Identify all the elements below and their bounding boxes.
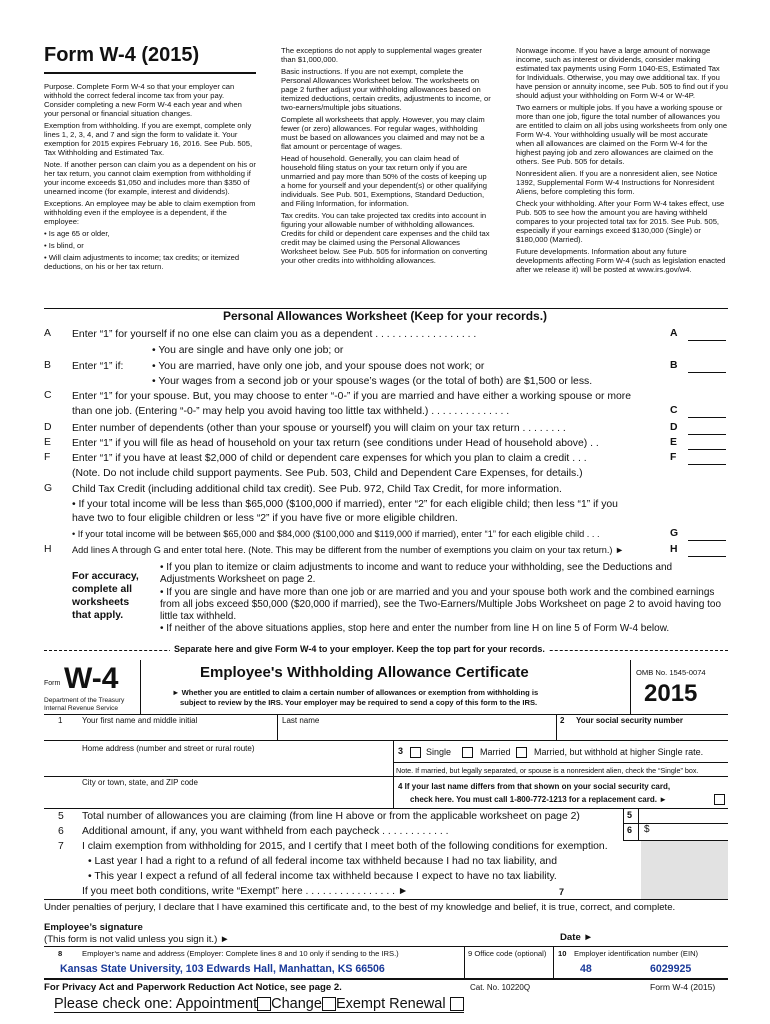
date-label: Date ► xyxy=(560,932,593,943)
line-b-option1: • You are single and have only one job; or xyxy=(152,345,344,356)
home-address-field[interactable] xyxy=(80,756,390,770)
ein-prefix[interactable]: 48 xyxy=(580,963,592,975)
tax-credits-text: Tax credits. You can take projected tax credits into account in figuring your allowable number of withholding allowances. Credits for child or dependent care expenses and the child tax credit may be claimed using the Personal Allowances Worksheet below. See Pub. 505 for information on converting your other credits into withholding allowances. xyxy=(281,211,490,265)
cert-rule-7 xyxy=(44,946,728,947)
future-developments-text: Future developments. Information about any future developments affecting Form W-4 (such as legislation enacted after we release it) will be posted at www.irs.gov/w4. xyxy=(516,247,726,274)
exempt-field[interactable] xyxy=(570,886,640,898)
city-label: City or town, state, and ZIP code xyxy=(82,778,198,787)
line-h-right-letter: H xyxy=(670,544,678,555)
two-earners-text: Two earners or multiple jobs. If you have a working spouse or more than one job, figure the total number of allowances you are entitled to claim on all jobs using worksheets from only one Form W-4. Your withholding usually will be most accurate when all allowances are claimed on the Form W-4 for the highest paying job and zero allowances are claimed on the others. See Pub. 505 for details. xyxy=(516,103,728,166)
line-a-letter: A xyxy=(44,328,51,339)
single-label: Single xyxy=(426,747,452,757)
form-word: Form xyxy=(44,680,61,687)
line-a-right-letter: A xyxy=(670,328,678,339)
line-e-right-letter: E xyxy=(670,437,677,448)
office-divider xyxy=(464,946,465,978)
line5-box-num: 5 xyxy=(627,810,633,820)
office-code-label: 9 Office code (optional) xyxy=(468,949,547,958)
line1-num: 1 xyxy=(58,716,63,725)
line-f-text1: Enter “1” if you have at least $2,000 of child or dependent care expenses for which you plan to claim a credit . . . xyxy=(72,453,587,464)
line-b-letter: B xyxy=(44,360,51,371)
ssn-field[interactable] xyxy=(560,726,726,738)
line-d-entry[interactable] xyxy=(688,422,726,435)
nonwage-text: Nonwage income. If you have a large amount of nonwage income, such as interest or dividends, consider making estimated tax payments using Form 1040-ES, Estimated Tax for Individuals. Otherwise, you may owe additional tax. If you have pension or annuity income, see Pub. 505 to find out if you should adjust your withholding on Form W-4 or W-4P. xyxy=(516,46,728,100)
accuracy-bullet3: • If neither of the above situations applies, stop here and enter the number from line H on line 5 of Form W-4 below. xyxy=(160,623,670,634)
complete-worksheets-text: Complete all worksheets that apply. However, you may claim fewer (or zero) allowances. For regular wages, withholding must be based on allowances you claimed and may not be a flat amount or percentage of wages. xyxy=(281,115,485,151)
line-c-letter: C xyxy=(44,390,52,401)
line-f-right-letter: F xyxy=(670,452,677,463)
note-text: Note. If another person can claim you as a dependent on his or her tax return, you cannot claim exemption from withholding if your income exceeds $1,050 and includes more than $350 of unearned income (for example, interest and dividends). xyxy=(44,160,256,196)
line7-text1: I claim exemption from withholding for 2015, and I certify that I meet both of the following conditions for exemption. xyxy=(82,841,608,852)
header-divider-right xyxy=(630,660,631,714)
irs-label: Internal Revenue Service xyxy=(44,705,119,712)
check-withholding-text: Check your withholding. After your Form W-4 takes effect, use Pub. 505 to see how the amount you are having withheld compares to your projected total tax for 2015. See Pub. 505, especially if your earnings exceed $130,000 (Single) or $180,000 (Married). xyxy=(516,199,725,244)
line-f-text2: (Note. Do not include child support payments. See Pub. 503, Child and Dependent Care Expenses, for details.) xyxy=(72,468,583,479)
line-g-text2: • If your total income will be less than $65,000 ($100,000 if married), enter “2” for each eligible child; then less “1” if you xyxy=(72,499,618,510)
separator-text: Separate here and give Form W-4 to your employer. Keep the top part for your records. xyxy=(170,644,549,654)
name-differs-checkbox[interactable] xyxy=(714,794,725,805)
additional-amount-field[interactable] xyxy=(652,824,726,838)
nonresident-text: Nonresident alien. If you are a nonresident alien, see Notice 1392, Supplemental Form W-4 Instructions for Nonresident Aliens, before completing this form. xyxy=(516,169,718,196)
cert-rule-6 xyxy=(44,899,728,900)
supplemental-text: The exceptions do not apply to supplemental wages greater than $1,000,000. xyxy=(281,46,482,64)
line-g-text3: have two to four eligible children or less “2” if you have five or more eligible children. xyxy=(72,513,458,524)
line-g-letter: G xyxy=(44,483,53,494)
ein-divider xyxy=(553,946,554,978)
omb-number: OMB No. 1545-0074 xyxy=(636,668,706,677)
overlay-check-text xyxy=(54,996,464,1013)
dept-treasury: Department of the Treasury xyxy=(44,697,125,704)
line-b-text: Enter “1” if: xyxy=(72,361,124,372)
line-d-right-letter: D xyxy=(670,422,678,433)
line-b-right-letter: B xyxy=(670,360,678,371)
amount-rule xyxy=(623,823,728,824)
signature-label: Employee’s signature xyxy=(44,922,143,933)
line-b-option2: • You are married, have only one job, and your spouse does not work; or xyxy=(152,361,485,372)
line7-box-num: 7 xyxy=(559,887,565,897)
line-g-right-letter: G xyxy=(670,528,679,539)
line10-num: 10 xyxy=(558,949,567,958)
line5-num: 5 xyxy=(58,811,64,822)
appointment-checkbox[interactable] xyxy=(257,997,271,1011)
line-h-text: Add lines A through G and enter total here. (Note. This may be different from the number of exemptions you claim on your tax return.) ► xyxy=(72,545,625,555)
line-g-entry[interactable] xyxy=(688,528,726,541)
line-e-entry[interactable] xyxy=(688,437,726,450)
certificate-subtitle2: subject to review by the IRS. Your employer may be required to send a copy of this form to the IRS. xyxy=(180,698,538,707)
line-b-entry[interactable] xyxy=(688,360,726,373)
line-c-entry[interactable] xyxy=(688,405,726,418)
line-h-entry[interactable] xyxy=(688,544,726,557)
city-field[interactable] xyxy=(80,790,390,804)
form-name: W-4 xyxy=(64,662,119,695)
certificate-subtitle1: ► Whether you are entitled to claim a certain number of allowances or exemption from withholding is xyxy=(172,688,539,697)
line3-num: 3 xyxy=(398,746,404,756)
first-name-label: Your first name and middle initial xyxy=(82,716,198,725)
home-address-label: Home address (number and street or rural route) xyxy=(82,744,255,753)
line4-text2: check here. You must call 1-800-772-1213 for a replacement card. ► xyxy=(410,795,668,804)
allowances-field[interactable] xyxy=(640,809,726,823)
line5-text: Total number of allowances you are claiming (from line H above or from the applicable worksheet on page 2) xyxy=(82,811,580,822)
line6-text: Additional amount, if any, you want withheld from each paycheck . . . . . . . . . . . . xyxy=(82,826,449,837)
cert-rule-1 xyxy=(44,714,728,715)
ein-number[interactable]: 6029925 xyxy=(650,963,692,975)
line-a-entry[interactable] xyxy=(688,328,726,341)
exempt-renewal-checkbox[interactable] xyxy=(450,997,464,1011)
overlay-text-change: Change xyxy=(271,996,322,1012)
purpose-text: Purpose. Complete Form W-4 so that your employer can withhold the correct federal income tax from your pay. Consider completing a new Form W-4 each year and when your personal or financial situation changes. xyxy=(44,82,242,118)
cert-rule-2 xyxy=(44,740,728,741)
shaded-area xyxy=(641,841,728,899)
cert-rule-4 xyxy=(44,776,728,777)
instructions-col1 xyxy=(44,82,256,274)
single-checkbox[interactable] xyxy=(410,747,421,758)
line6-num: 6 xyxy=(58,826,64,837)
line7-text3: • This year I expect a refund of all federal income tax withheld because I expect to have no tax liability. xyxy=(88,871,557,882)
amount-divider2 xyxy=(638,808,639,840)
married-checkbox[interactable] xyxy=(462,747,473,758)
change-checkbox[interactable] xyxy=(322,997,336,1011)
ssn-label: Your social security number xyxy=(576,716,683,725)
signature-field[interactable] xyxy=(300,932,550,944)
employer-name-address[interactable]: Kansas State University, 103 Edwards Hall, Manhattan, KS 66506 xyxy=(60,963,385,975)
line4-text1: 4 If your last name differs from that shown on your social security card, xyxy=(398,782,671,791)
exception-adjustments: • Will claim adjustments to income; tax credits; or itemized deductions, on his or her tax return. xyxy=(44,253,240,271)
ssn-divider xyxy=(556,714,557,740)
overlay-text-appointment: Please check one: Appointment xyxy=(54,996,258,1012)
line-e-text: Enter “1” if you will file as head of household on your tax return (see conditions under Head of household above) . . xyxy=(72,438,599,449)
certificate-title: Employee's Withholding Allowance Certificate xyxy=(200,664,529,681)
privacy-notice: For Privacy Act and Paperwork Reduction Act Notice, see page 2. xyxy=(44,982,342,993)
signature-note: (This form is not valid unless you sign it.) ► xyxy=(44,934,230,945)
catalog-number: Cat. No. 10220Q xyxy=(470,983,531,992)
line7-text2: • Last year I had a right to a refund of all federal income tax withheld because I had no tax liability, and xyxy=(88,856,557,867)
basic-instructions-text: Basic instructions. If you are not exempt, complete the Personal Allowances Worksheet below. The worksheets on page 2 further adjust your withholding allowances based on itemized deductions, certain credits, adjustments to income, or two-earners/multiple jobs situations. xyxy=(281,67,491,112)
married-higher-label: Married, but withhold at higher Single rate. xyxy=(534,747,704,757)
title-rule xyxy=(44,72,256,74)
line-h-letter: H xyxy=(44,544,52,555)
exceptions-text: Exceptions. An employee may be able to claim exemption from withholding even if the employee is a dependent, if the employee: xyxy=(44,199,256,226)
line-g-text1: Child Tax Credit (including additional child tax credit). See Pub. 972, Child Tax Credit, for more information. xyxy=(72,484,562,495)
line-g-text4: • If your total income will be between $65,000 and $84,000 ($100,000 and $119,000 if married), enter “1” for each eligible child . . . xyxy=(72,529,600,539)
line6-box-num: 6 xyxy=(627,825,633,835)
line7-text4: If you meet both conditions, write “Exempt” here . . . . . . . . . . . . . . . . ► xyxy=(82,886,409,897)
ein-label: Employer identification number (EIN) xyxy=(574,949,699,958)
line3-note: Note. If married, but legally separated, or spouse is a nonresident alien, check the “Single” box. xyxy=(396,766,699,775)
accuracy-bullet1: • If you plan to itemize or claim adjustments to income and want to reduce your withholding, see the Deductions and Adjustments Worksheet on page 2. xyxy=(160,562,673,585)
header-divider-left xyxy=(140,660,141,714)
exception-age: • Is age 65 or older, xyxy=(44,229,110,238)
head-household-text: Head of household. Generally, you can claim head of household filing status on your tax return only if you are unmarried and pay more than 50% of the costs of keeping up a home for yourself and your dependent(s) or other qualifying individuals. See Pub. 501, Exemptions, Standard Deduction, and Filing Information, for information. xyxy=(281,154,487,208)
perjury-statement: Under penalties of perjury, I declare that I have examined this certificate and, to the best of my knowledge and belief, it is true, correct, and complete. xyxy=(44,902,676,913)
line-a-text: Enter “1” for yourself if no one else can claim you as a dependent . . . . . . . . . . . . . . . . . . xyxy=(72,329,477,340)
line-f-entry[interactable] xyxy=(688,452,726,465)
overlay-text-renewal: Exempt Renewal xyxy=(335,996,446,1012)
exception-blind: • Is blind, or xyxy=(44,241,84,250)
worksheet-title: Personal Allowances Worksheet (Keep for your records.) xyxy=(222,309,548,323)
accuracy-bullet2: • If you are single and have more than one job or are married and you and your spouse both work and the combined earnings from all jobs exceed $50,000 ($20,000 if married), see the Two-Earners/Multiple Jobs Worksheet on page 2 to avoid having too little tax withheld. xyxy=(160,587,722,622)
form-title: Form W-4 (2015) xyxy=(44,44,200,66)
exemption-text: Exemption from withholding. If you are exempt, complete only lines 1, 2, 3, 4, and 7 and sign the form to validate it. Your exemption for 2015 expires February 16, 2016. See Pub. 505, Tax Withholding and Estimated Tax. xyxy=(44,121,253,157)
line7-num: 7 xyxy=(58,841,64,852)
line-c-right-letter: C xyxy=(670,405,678,416)
accuracy-label: For accuracy, complete all worksheets that apply. xyxy=(72,571,139,621)
instructions-col3 xyxy=(516,46,728,277)
line2-num: 2 xyxy=(560,716,565,725)
line-f-letter: F xyxy=(44,452,51,463)
cert-rule-3 xyxy=(393,762,728,763)
married-higher-checkbox[interactable] xyxy=(516,747,527,758)
date-field[interactable] xyxy=(600,932,726,944)
line-c-text2: than one job. (Entering “-0-” may help you avoid having too little tax withheld.) . . . . . . . . . . . . . . xyxy=(72,406,510,417)
line8-num: 8 xyxy=(58,949,63,958)
address-divider xyxy=(393,740,394,808)
name-divider xyxy=(277,714,278,740)
employer-label: Employer’s name and address (Employer: Complete lines 8 and 10 only if sending to the IRS.) xyxy=(82,949,399,958)
form-year: 2015 xyxy=(644,680,698,707)
last-name-label: Last name xyxy=(282,716,320,725)
line-c-text1: Enter “1” for your spouse. But, you may choose to enter “-0-” if you are married and have either a working spouse or more xyxy=(72,391,632,402)
line-d-letter: D xyxy=(44,422,52,433)
last-name-field[interactable] xyxy=(280,726,552,738)
line-b-option3: • Your wages from a second job or your spouse’s wages (or the total of both) are $1,500 or less. xyxy=(152,376,593,387)
amount-divider1 xyxy=(623,808,624,840)
cert-rule-5 xyxy=(44,808,728,809)
first-name-field[interactable] xyxy=(80,726,274,738)
dollar-sign: $ xyxy=(644,824,650,835)
footer-form-label: Form W-4 (2015) xyxy=(650,982,716,992)
line-e-letter: E xyxy=(44,437,51,448)
married-label: Married xyxy=(480,747,511,757)
instructions-col2 xyxy=(281,46,491,268)
cert-rule-8 xyxy=(44,978,728,980)
line-d-text: Enter number of dependents (other than your spouse or yourself) you will claim on your tax return . . . . . . . . xyxy=(72,423,566,434)
